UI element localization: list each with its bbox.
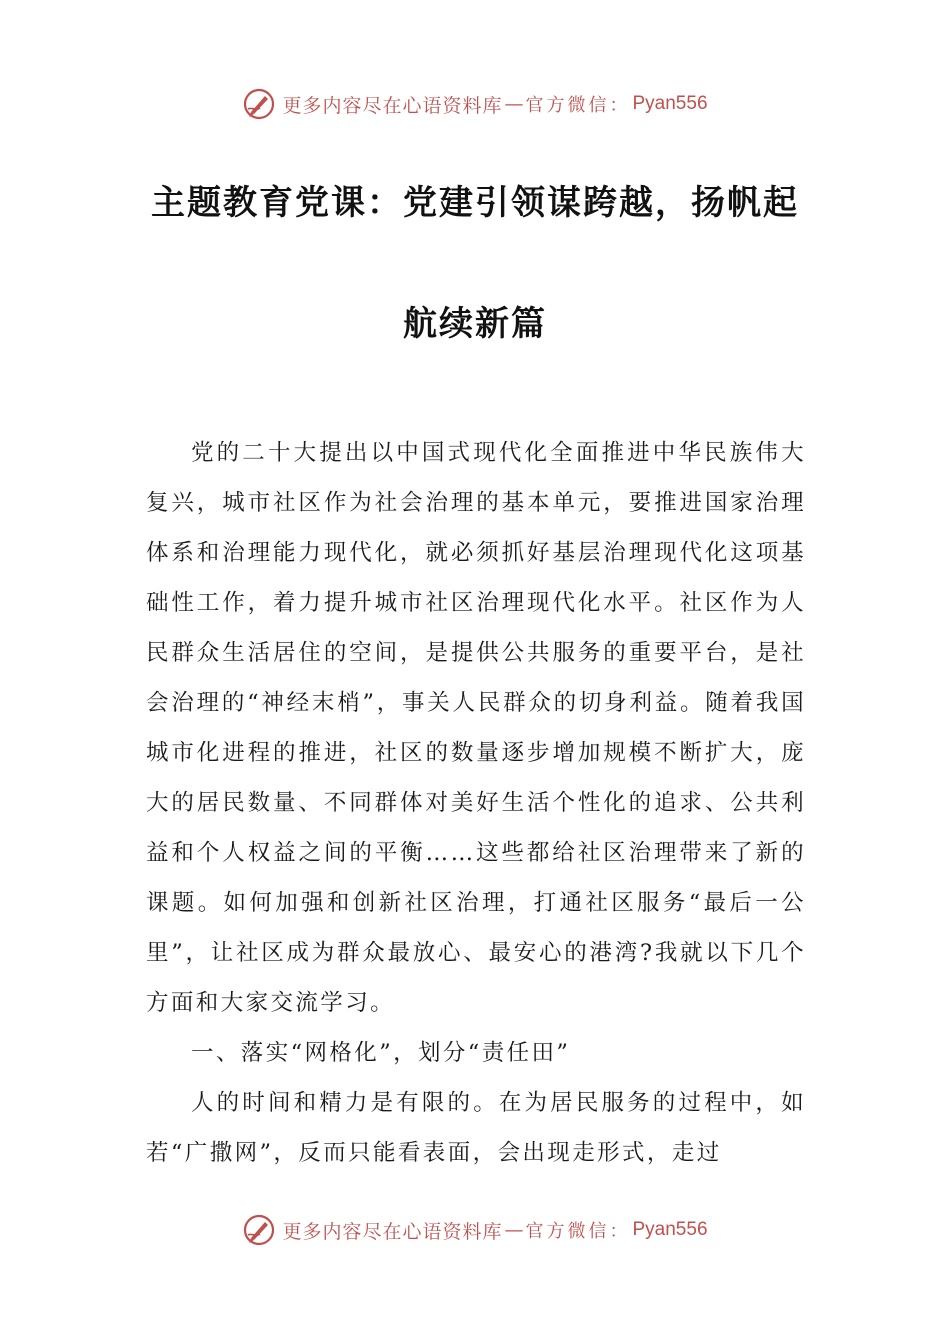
footer-banner [0, 1210, 950, 1250]
banner-dash: — [504, 93, 524, 115]
header-banner [0, 84, 950, 124]
banner-wechat-id: Pyan556 [632, 1219, 708, 1240]
body-paragraph-section-1: 人的时间和精力是有限的。在为居民服务的过程中，如若“广撒网”，反而只能看表面，会出现走形式，走过 [146, 1090, 806, 1166]
page-title-line-2: 航续新篇 [403, 304, 547, 344]
banner-wechat-id: Pyan556 [632, 93, 708, 114]
banner-official-label: 官方微信： [525, 1221, 631, 1242]
banner-site-text: 更多内容尽在心语资料库 [282, 1220, 503, 1243]
document-body [146, 428, 806, 1178]
section-heading-1: 一、落实“网格化”，划分“责任田” [191, 1040, 571, 1066]
banner-official-label: 官方微信： [525, 95, 631, 116]
banner-site-text: 更多内容尽在心语资料库 [282, 94, 503, 117]
banner-dash: — [504, 1219, 524, 1241]
pen-circle-logo-icon [242, 87, 276, 121]
page-title-line-1: 主题教育党课：党建引领谋跨越，扬帆起 [151, 183, 799, 223]
body-paragraph-intro: 党的二十大提出以中国式现代化全面推进中华民族伟大复兴，城市社区作为社会治理的基本单元，要推进国家治理体系和治理能力现代化，就必须抓好基层治理现代化这项基础性工作，着力提升城市社区治理现代化水平。社区作为人民群众生活居住的空间，是提供公共服务的重要平台，是社会治理的“神经末梢”，事关人民群众的切身利益。随着我国城市化进程的推进，社区的数量逐步增加规模不断扩大，庞大的居民数量、不同群体对美好生活个性化的追求、公共利益和个人权益之间的平衡……这些都给社区治理带来了新的课题。如何加强和创新社区治理，打通社区服务“最后一公里”，让社区成为群众最放心、最安心的港湾?我就以下几个方面和大家交流学习。 [146, 440, 806, 1016]
pen-circle-logo-icon [242, 1213, 276, 1247]
